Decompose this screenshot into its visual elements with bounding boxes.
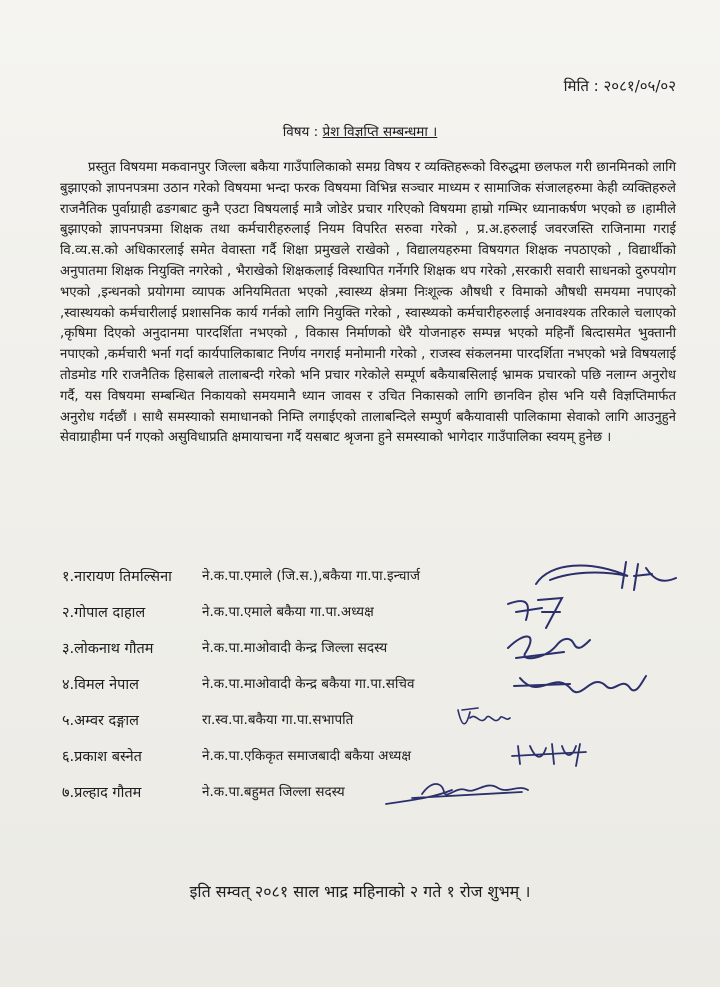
signatory-position: ने.क.पा.बहुमत जिल्ला सदस्य xyxy=(202,784,345,800)
signatory-position: ने.क.पा.माओवादी केन्द्र जिल्ला सदस्य xyxy=(202,640,388,656)
signatory-list xyxy=(62,562,682,814)
signatory-row xyxy=(62,778,682,814)
signatory-position: रा.स्व.पा.बकैया गा.पा.सभापति xyxy=(202,712,354,728)
signatory-row xyxy=(62,562,682,598)
signatory-position: ने.क.पा.एमाले (जि.स.),बकैया गा.पा.इन्चार्ज xyxy=(202,568,420,584)
signatory-row xyxy=(62,670,682,706)
signatory-position: ने.क.पा.एकिकृत समाजबादी बकैया अध्यक्ष xyxy=(202,748,412,764)
signatory-name: ३.लोकनाथ गौतम xyxy=(62,641,154,657)
signatory-name: ७.प्रल्हाद गौतम xyxy=(62,785,142,801)
signature-mark xyxy=(510,662,650,706)
document-date: मिति : २०८१/०५/०२ xyxy=(563,77,676,95)
signatory-position: ने.क.पा.एमाले बकैया गा.पा.अध्यक्ष xyxy=(202,604,374,620)
signature-mark xyxy=(506,734,596,774)
signatory-name: ४.विमल नेपाल xyxy=(62,677,139,693)
signatory-name: ६.प्रकाश बस्नेत xyxy=(62,749,142,765)
subject-text: प्रेश विज्ञप्ति सम्बन्धमा । xyxy=(322,124,438,140)
signatory-name: ५.अम्वर दङ्गाल xyxy=(62,713,140,729)
signatory-name: १.नारायण तिमल्सिना xyxy=(62,569,172,585)
signature-mark xyxy=(452,698,512,738)
body-paragraph: प्रस्तुत विषयमा मकवानपुर जिल्ला बकैया गाउँपालिकाको समग्र विषय र व्यक्तिहरूको विरुद्धमा छलफल गरी छानमिनको लागि बुझाएको ज्ञापनपत्रमा उठान गरेको विषयमा भन्दा फरक विषयमा विभिन्न सञ्चार माध्यम र सामाजिक संजालहरुमा केही व्यक्तिहरुले राजनैतिक पुर्वाग्राही ढङगबाट कुनै एउटा विषयलाई मात्रै जोडेर प्रचार गरिएको विषयमा हाम्रो गम्भिर ध्यानाकर्षण भएको छ ।हामीले बुझाएको ज्ञापनपत्रमा शिक्षक तथा कर्मचारीहरुलाई नियम विपरित सरुवा गरेको , प्र.अ.हरुलाई जवरजस्ति राजिनामा गराई वि.व्य.स.को अधिकारलाई समेत वेवास्ता गर्दै शिक्षा प्रमुखले राखेको , विद्यालयहरुमा विषयगत शिक्षक नपठाएको , विद्यार्थीको अनुपातमा शिक्षक नियुक्ति नगरेको , भैराखेको शिक्षकलाई विस्थापित गर्नेगरि शिक्षक थप गरेको ,सरकारी सवारी साधनको दुरुपयोग भएको ,इन्धनको प्रयोगमा व्यापक अनियमितता भएको ,स्वास्थ्य क्षेत्रमा निःशूल्क औषधी र विमाको औषधी समयमा नपाएको ,स्वास्थयको कर्मचारीलाई प्रशासनिक कार्य गर्नको लागि नियुक्ति गरेको , स्वास्थ्यको कर्मचारीहरुलाई अनावश्यक तरिकाले चलाएको ,कृषिमा दिएको अनुदानमा पारदर्शिता नभएको , विकास निर्माणको धेरै योजनाहरु सम्पन्न भएको महिनौं बित्दासमेत भुक्तानी नपाएको ,कर्मचारी भर्ना गर्दा कार्यपालिकाबाट निर्णय नगराई मनोमानी गरेको , राजस्व संकलनमा पारदर्शिता नभएको भन्ने विषयलाई तोडमोड गरि राजनैतिक हिसाबले तालाबन्दी गरेको भनि प्रचार गरेकोले सम्पूर्ण बकैयाबसिलाई भ्रामक प्रचारको पछि नलाग्न अनुरोध गर्दै, यस विषयमा सम्बन्धित निकायको समयमानै ध्यान जावस र उचित निकासको लागि छानविन होस भनि यसै विज्ञप्तिमार्फत अनुरोध गर्दछौं । साथै समस्याको समाधानको निम्ति लगाईएको तालाबन्दिले सम्पुर्ण बकैयावासी पालिकामा सेवाको लागि आउनुहुने सेवाग्राहीमा पर्न गएको असुविधाप्रति क्षमायाचना गर्दै यसबाट श्रृजना हुने समस्याको भागेदार गाउँपालिका स्वयम् हुनेछ । xyxy=(60,160,676,446)
signatory-position: ने.क.पा.माओवादी केन्द्र बकैया गा.पा.सचिव xyxy=(202,676,415,692)
subject-line xyxy=(0,122,720,140)
signatory-row xyxy=(62,742,682,778)
signature-mark xyxy=(382,770,532,814)
closing-line: इति सम्वत् २०८१ साल भाद्र महिनाको २ गते १ रोज शुभम् । xyxy=(189,882,531,901)
subject-label: विषय : xyxy=(282,124,319,140)
signatory-name: २.गोपाल दाहाल xyxy=(62,605,146,621)
